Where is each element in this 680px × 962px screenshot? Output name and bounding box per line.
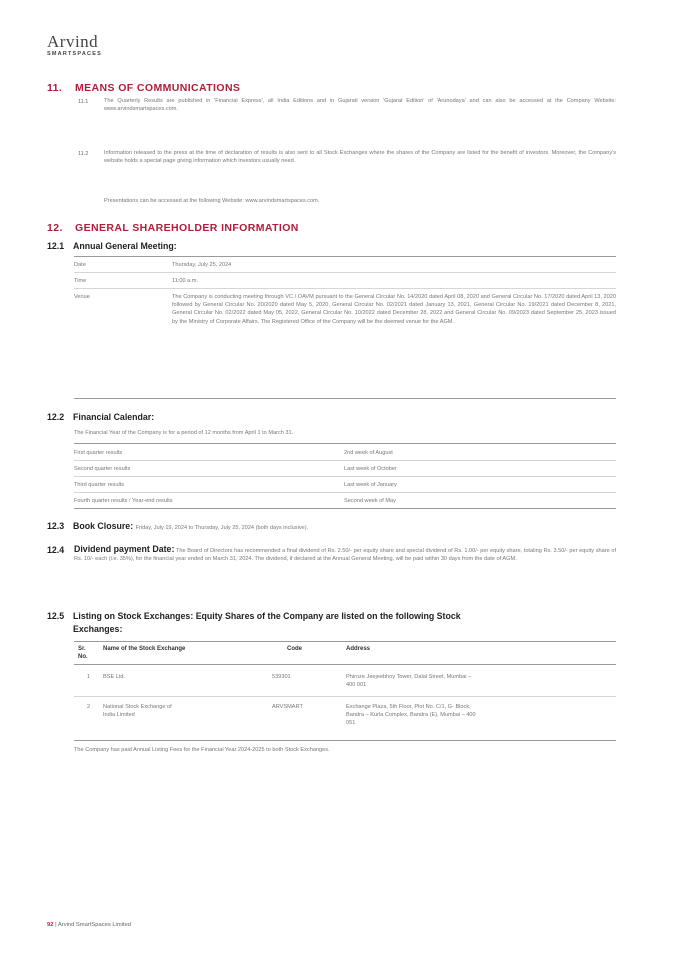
table-rule [74, 288, 616, 289]
page-footer [47, 922, 131, 928]
table-rule [74, 256, 616, 257]
table-rule [74, 398, 616, 399]
page-number: 92 [47, 922, 54, 928]
subsection-number: 12.5 [47, 611, 65, 621]
listing-address [346, 703, 616, 728]
subsection-title: Annual General Meeting: [73, 241, 177, 251]
dividend-paragraph [74, 545, 616, 563]
agm-label: Date [74, 262, 86, 268]
section-title: GENERAL SHAREHOLDER INFORMATION [75, 222, 299, 234]
subsection-title: Financial Calendar: [73, 412, 155, 422]
agm-label: Time [74, 278, 87, 284]
listing-exchange: BSE Ltd. [103, 674, 126, 680]
subsection-number: 12.1 [47, 241, 65, 251]
listing-heading [47, 611, 461, 621]
agm-value: Thursday, July 25, 2024 [172, 262, 232, 268]
agm-venue-value: The Company is conducting meeting through VC / OAVM pursuant to the General Circular No. 14/2020 dated April 08, 2020 and General Circular No. 17/2020 dated April 13, 2020 followed by General Circular No. 20/2020 dated May 5, 2020, General Circular No. 02/2021 dated January 13, 2021, General Circular No. 19/2021 dated December 8, 2021, General Circular No. 02/2022 dated May 05, 2022, General Circular No. 10/2022 dated December 28, 2022 and General Circular No. 09/2023 dated September 25, 2023 issued by the Ministry of Corporate Affairs. The Registered Office of the Company will be the deemed venue for the AGM. [172, 294, 616, 325]
item-number: 11.1 [78, 99, 89, 105]
listing-fee-note: The Company has paid Annual Listing Fees for the Financial Year 2024-2025 to both Stock Exchanges. [74, 747, 330, 753]
subsection-number: 12.4 [47, 545, 65, 555]
paragraph-presentations: Presentations can be accessed at the following Website: www.arvindsmartspaces.com. [104, 198, 320, 204]
table-rule [74, 476, 616, 477]
listing-exchange [103, 703, 172, 719]
company-logo [47, 33, 102, 57]
subsection-number: 12.3 [47, 521, 65, 531]
calendar-item: Second quarter results [74, 466, 131, 472]
table-rule [74, 664, 616, 665]
financial-year-note: The Financial Year of the Company is for a period of 12 months from April 1 to March 31. [74, 430, 294, 436]
address-line: 400 001 [346, 682, 367, 689]
table-rule [74, 508, 616, 509]
col-header-code: Code [287, 646, 302, 652]
calendar-item: Fourth quarter results / Year-end results [74, 498, 173, 504]
address-line: Bandra – Kurla Complex, Bandra (E), Mumbai – 400 [346, 712, 476, 719]
section-number: 11. [47, 82, 63, 94]
subsection-title: Book Closure: [73, 521, 134, 531]
book-closure-text: Friday, July 19, 2024 to Thursday, July 25, 2024 (both days inclusive). [135, 525, 309, 531]
table-rule [74, 443, 616, 444]
footer-separator: | [55, 922, 57, 928]
table-rule [74, 492, 616, 493]
section-number: 12. [47, 222, 63, 234]
col-header-name: Name of the Stock Exchange [103, 646, 186, 652]
listing-sr: 1 [87, 674, 91, 680]
book-closure-heading [47, 521, 308, 531]
col-header-sr: Sr. [78, 646, 86, 652]
listing-code: 539301 [272, 674, 291, 680]
table-rule [74, 272, 616, 273]
table-rule [74, 460, 616, 461]
address-line: 051 [346, 720, 356, 727]
table-rule [74, 641, 616, 642]
exchange-line: National Stock Exchange of [103, 704, 172, 710]
footer-company: Arvind SmartSpaces Limited [57, 922, 132, 928]
listing-heading-cont: Exchanges: [73, 624, 123, 634]
section-11-heading [47, 82, 240, 94]
address-line: Exchange Plaza, 5th Floor, Plot No. C/1, G- Block, [346, 704, 471, 710]
calendar-item: First quarter results [74, 450, 123, 456]
calendar-value: Second week of May [344, 498, 396, 504]
agm-label: Venue [74, 294, 90, 300]
dividend-text: The Board of Directors has recommended a final dividend of Rs. 2.50/- per equity share and special dividend of Rs. 1.00/- per equity share, totaling Rs. 3.50/- per equity share of Rs. 10/- each (i.e. 35%), for the financial year ended on March 31, 2024. The dividend, if declared at the Annual General Meeting, will be paid within 30 days from the date of AGM. [74, 548, 617, 563]
paragraph-press-release: Information released to the press at the time of declaration of results is also sent to all Stock Exchanges where the shares of the Company are listed for the benefit of investors. Moreover, the Company's website holds a special page giving information which investors usually need. [104, 150, 616, 165]
financial-calendar-heading [47, 412, 154, 422]
subsection-number: 12.2 [47, 412, 65, 422]
table-rule [74, 696, 616, 697]
paragraph-quarterly-results: The Quarterly Results are published in 'Financial Express', all India Editions and in Gujarati version 'Gujarat Edition' of 'Arunodaya' and can also be accessed at the Company Website: www.arvindsmartspaces.com. [104, 98, 616, 113]
address-line: Phiroze Jeejeebhoy Tower, Dalal Street, Mumbai – [346, 674, 472, 680]
exchange-line: India Limited [103, 712, 135, 719]
calendar-value: Last week of January [344, 482, 397, 488]
listing-sr: 2 [87, 704, 91, 710]
subsection-title: Listing on Stock Exchanges: Equity Shares of the Company are listed on the following Stock [73, 611, 461, 621]
logo-subtitle: SMARTSPACES [47, 51, 102, 57]
section-title: MEANS OF COMMUNICATIONS [75, 82, 241, 94]
logo-wordmark: Arvind [47, 32, 99, 51]
calendar-value: 2nd week of August [344, 450, 393, 456]
col-header-address: Address [346, 646, 371, 652]
dividend-heading [47, 545, 73, 555]
table-rule [74, 740, 616, 741]
listing-code: ARVSMART [272, 704, 303, 710]
calendar-value: Last week of October [344, 466, 397, 472]
agm-heading [47, 241, 177, 251]
agm-value: 11:00 a.m. [172, 278, 199, 284]
section-12-heading [47, 222, 299, 234]
calendar-item: Third quarter results [74, 482, 125, 488]
listing-address [346, 673, 616, 689]
col-header-no: No. [78, 654, 88, 660]
item-number: 11.2 [78, 151, 89, 157]
dividend-title: Dividend payment Date: [74, 544, 175, 554]
